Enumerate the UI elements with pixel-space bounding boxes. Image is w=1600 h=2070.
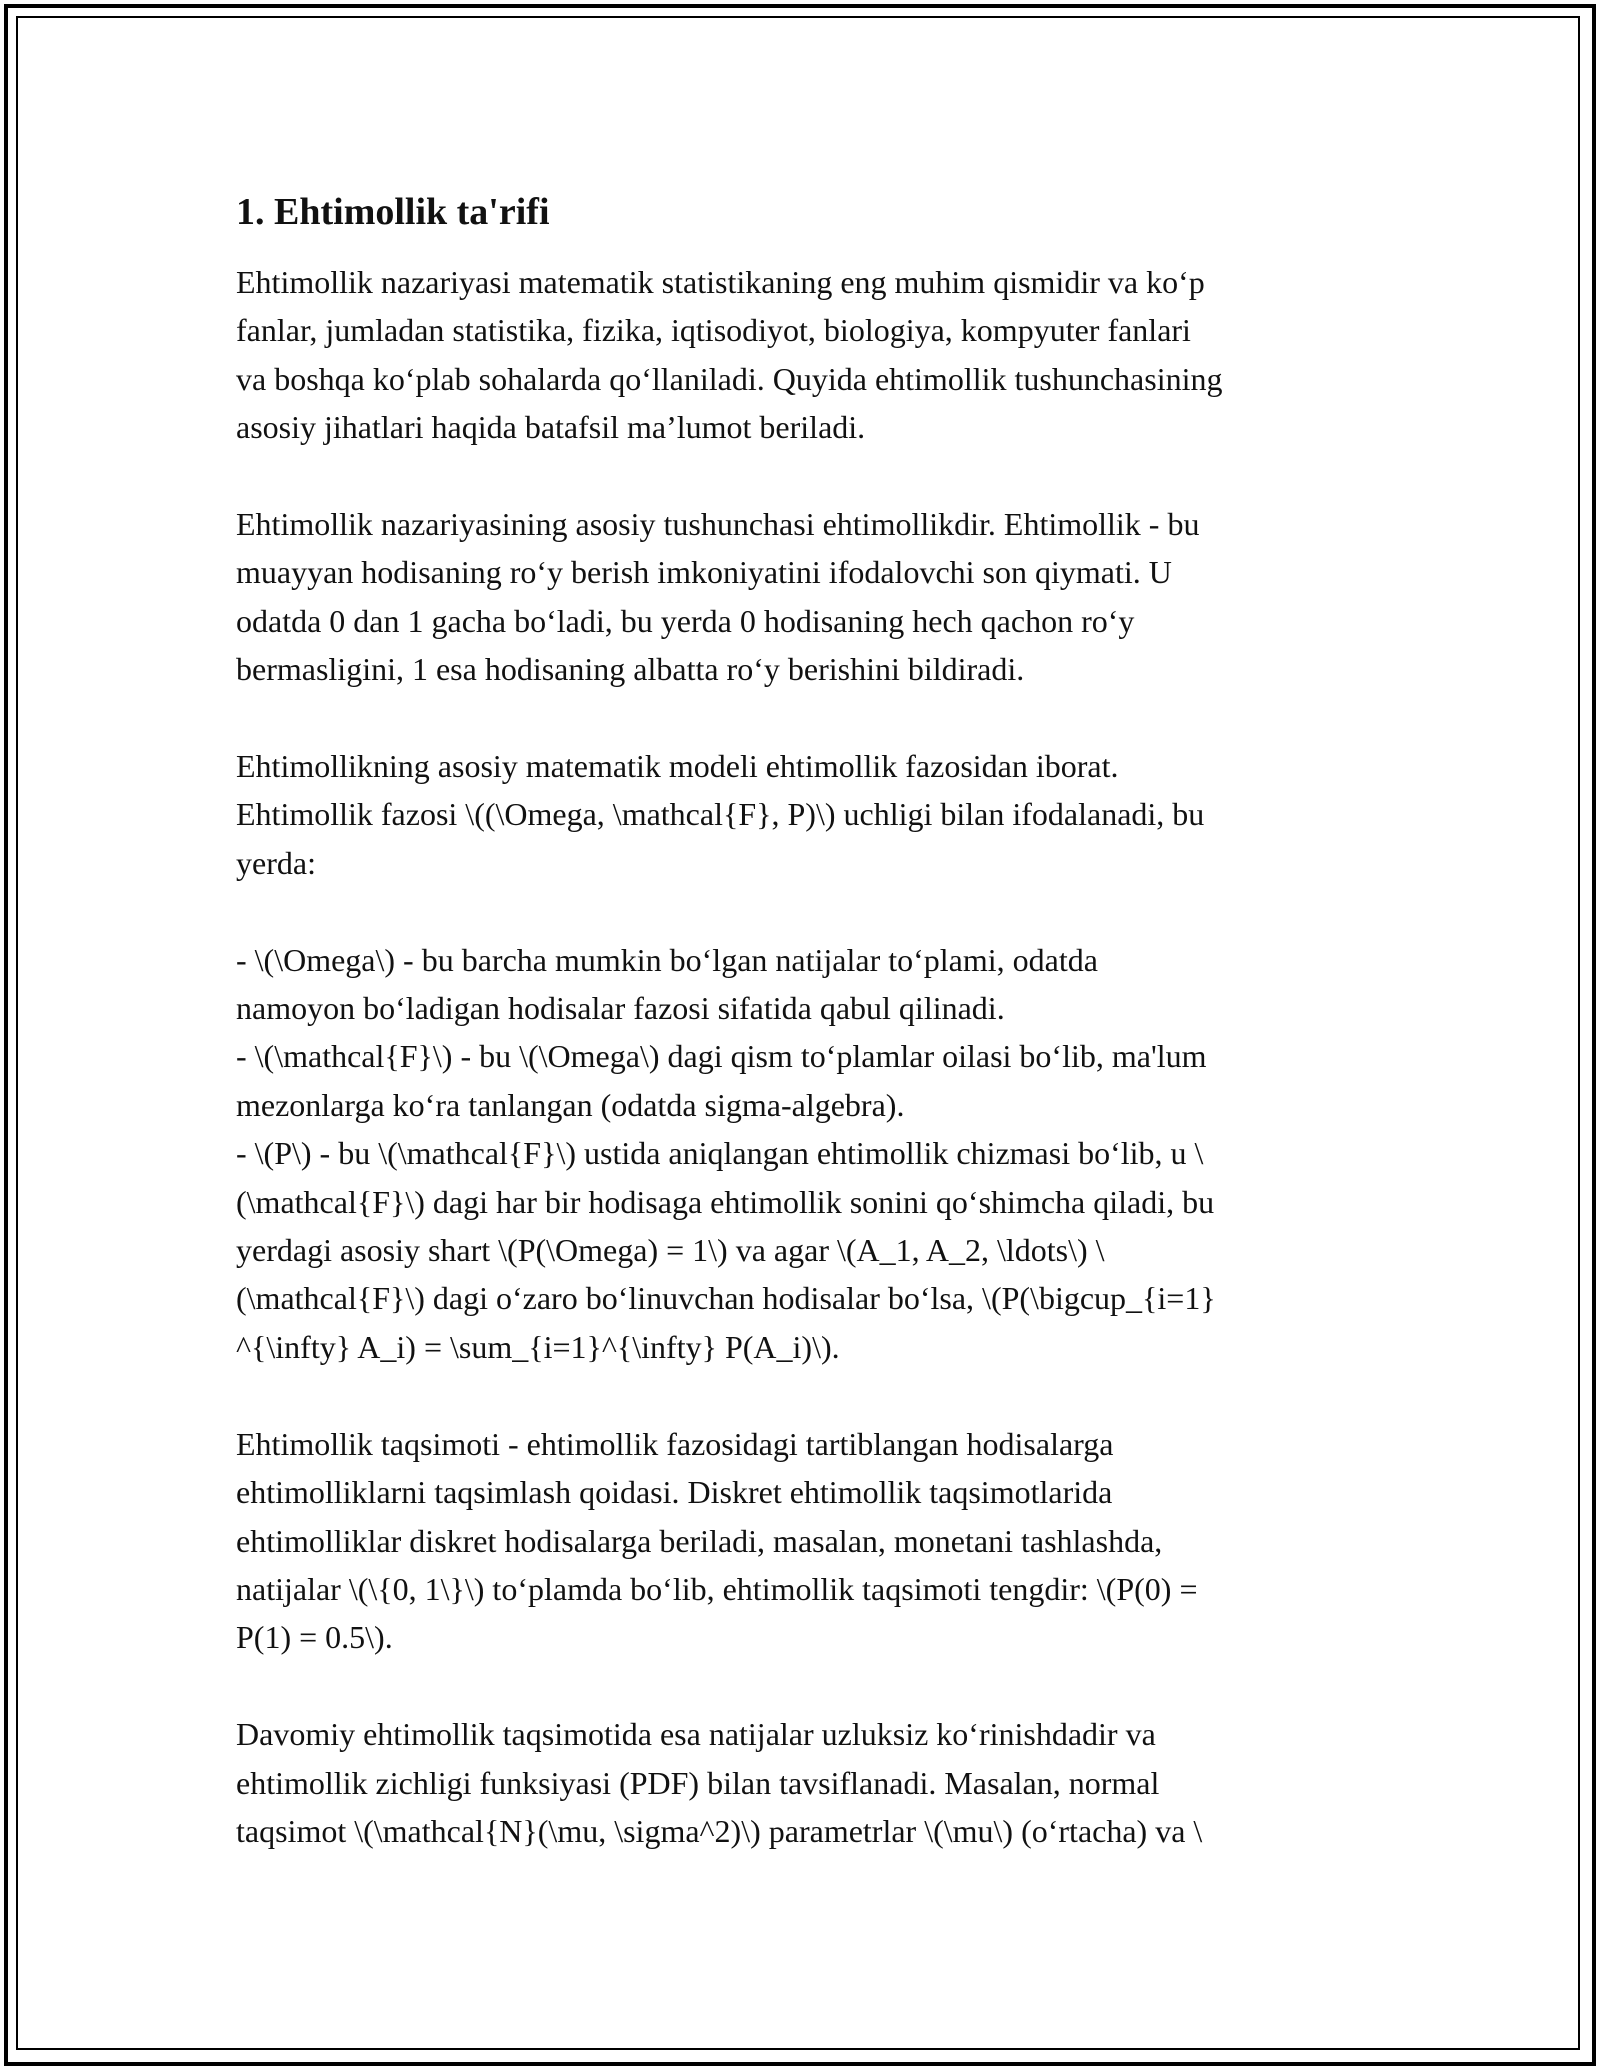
list-item-line: (\mathcal{F}\) dagi o‘zaro bo‘linuvchan hodisalar bo‘lsa, \(P(\bigcup_{i=1} — [236, 1280, 1216, 1317]
paragraph-probability-concept — [236, 500, 1376, 694]
text-line: Ehtimollikning asosiy matematik modeli ehtimollik fazosidan iborat. — [236, 748, 1119, 785]
paragraph-discrete-distribution — [236, 1420, 1376, 1662]
text-line: Ehtimollik nazariyasi matematik statistikaning eng muhim qismidir va ko‘p — [236, 264, 1205, 300]
text-line: odatda 0 dan 1 gacha bo‘ladi, bu yerda 0 hodisaning hech qachon ro‘y — [236, 602, 1135, 639]
section-heading: 1. Ehtimollik ta'rifi — [236, 191, 550, 233]
document-body — [236, 188, 1376, 1904]
text-line: taqsimot \(\mathcal{N}(\mu, \sigma^2)\) parametrlar \(\mu\) (o‘rtacha) va \ — [236, 1812, 1203, 1849]
list-item-line: ^{\infty} A_i) = \sum_{i=1}^{\infty} P(A_i)\). — [236, 1328, 840, 1365]
list-item-line: - \(\mathcal{F}\) - bu \(\Omega\) dagi qism to‘plamlar oilasi bo‘lib, ma'lum — [236, 1038, 1207, 1075]
text-line: Davomiy ehtimollik taqsimotida esa natijalar uzluksiz ko‘rinishdadir va — [236, 1716, 1156, 1753]
text-line: ehtimolliklar diskret hodisalarga beriladi, masalan, monetani tashlashda, — [236, 1522, 1163, 1559]
paragraph-probability-space — [236, 742, 1376, 887]
text-line: muayyan hodisaning ro‘y berish imkoniyatini ifodalovchi son qiymati. U — [236, 554, 1172, 591]
text-line: va boshqa ko‘plab sohalarda qo‘llaniladi. Quyida ehtimollik tushunchasining — [236, 360, 1223, 397]
list-item-line: (\mathcal{F}\) dagi har bir hodisaga ehtimollik sonini qo‘shimcha qiladi, bu — [236, 1183, 1215, 1220]
list-item-line: - \(\Omega\) - bu barcha mumkin bo‘lgan natijalar to‘plami, odatda — [236, 941, 1098, 978]
list-item-line: namoyon bo‘ladigan hodisalar fazosi sifatida qabul qilinadi. — [236, 990, 1005, 1027]
text-line: yerda: — [236, 844, 316, 881]
text-line: Ehtimollik fazosi \((\Omega, \mathcal{F}, P)\) uchligi bilan ifodalanadi, bu — [236, 796, 1205, 833]
text-line: natijalar \(\{0, 1\}\) to‘plamda bo‘lib, ehtimollik taqsimoti tengdir: \(P(0) = — [236, 1570, 1198, 1607]
text-line: ehtimollik zichligi funksiyasi (PDF) bilan tavsiflanadi. Masalan, normal — [236, 1764, 1160, 1801]
paragraph-continuous-distribution — [236, 1710, 1376, 1855]
text-line: ehtimolliklarni taqsimlash qoidasi. Diskret ehtimollik taqsimotlarida — [236, 1474, 1113, 1511]
list-item-line: - \(P\) - bu \(\mathcal{F}\) ustida aniqlangan ehtimollik chizmasi bo‘lib, u \ — [236, 1135, 1204, 1172]
text-line: bermasligini, 1 esa hodisaning albatta ro‘y berishini bildiradi. — [236, 651, 1025, 688]
list-item-line: mezonlarga ko‘ra tanlangan (odatda sigma-algebra). — [236, 1086, 905, 1123]
text-line: asosiy jihatlari haqida batafsil ma’lumot beriladi. — [236, 409, 866, 446]
paragraph-intro — [236, 258, 1376, 452]
text-line: Ehtimollik taqsimoti - ehtimollik fazosidagi tartiblangan hodisalarga — [236, 1425, 1114, 1462]
text-line: fanlar, jumladan statistika, fizika, iqtisodiyot, biologiya, kompyuter fanlari — [236, 312, 1191, 349]
text-line: P(1) = 0.5\). — [236, 1619, 393, 1656]
definition-list — [236, 936, 1376, 1372]
text-line: Ehtimollik nazariyasining asosiy tushunchasi ehtimollikdir. Ehtimollik - bu — [236, 506, 1200, 543]
list-item-line: yerdagi asosiy shart \(P(\Omega) = 1\) va agar \(A_1, A_2, \ldots\) \ — [236, 1232, 1105, 1269]
